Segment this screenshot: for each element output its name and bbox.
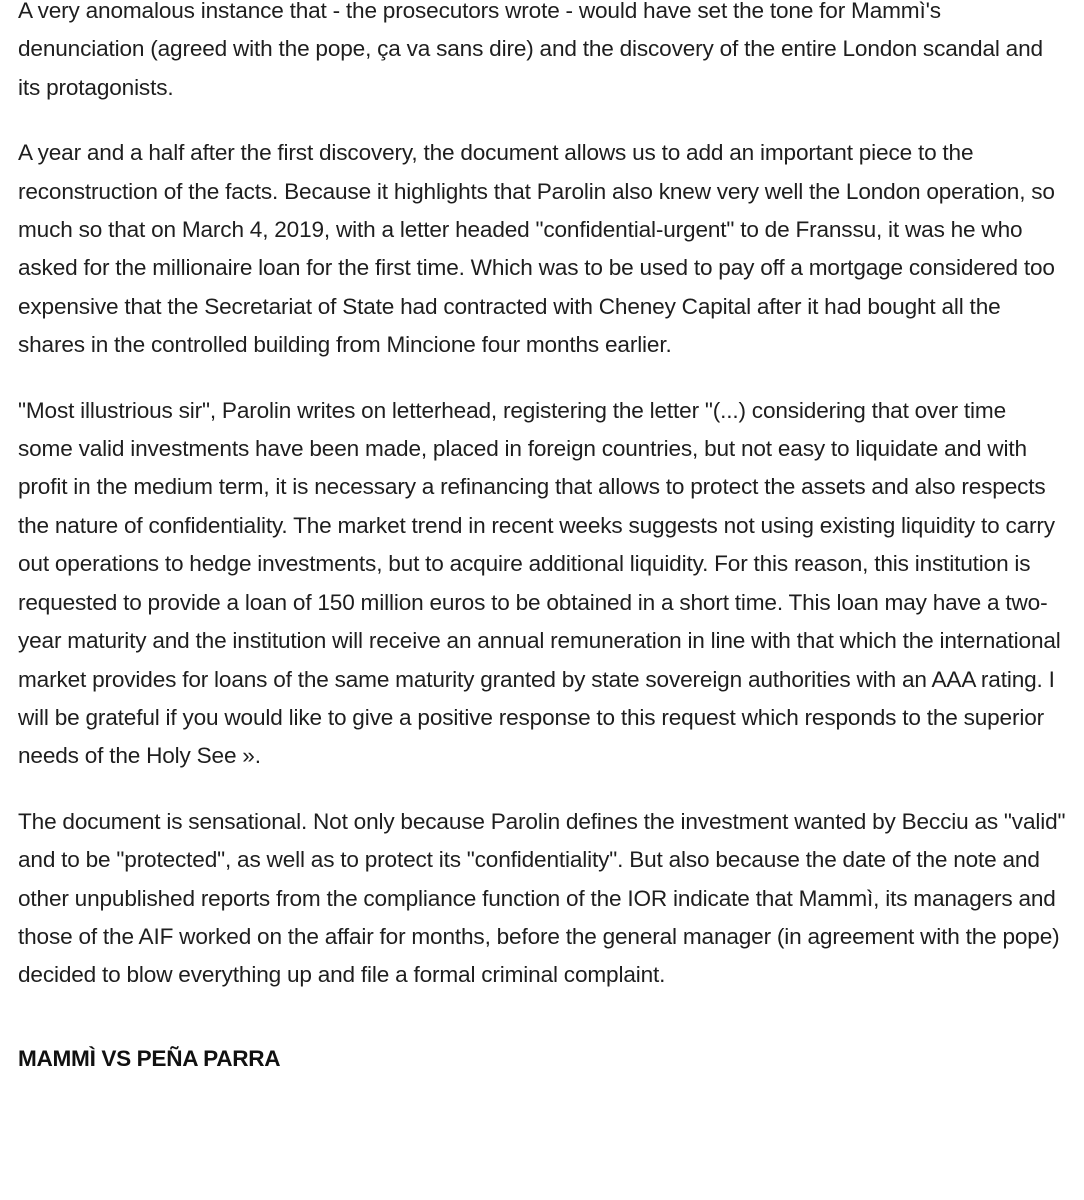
section-heading: MAMMÌ VS PEÑA PARRA <box>18 1045 281 1071</box>
paragraph-intro: A very anomalous instance that - the prosecutors wrote - would have set the tone for Mammì's denunciation (agreed with the pope, ça va sans dire) and the discovery of the entire London scandal and its protagonists. <box>18 0 1043 100</box>
paragraph-parolin-letter: "Most illustrious sir", Parolin writes on letterhead, registering the letter "(...) considering that over time some valid investments have been made, placed in foreign countries, but not easy to liquidate and with profit in the medium term, it is necessary a refinancing that allows to protect the assets and also respects the nature of confidentiality. The market trend in recent weeks suggests not using existing liquidity to carry out operations to hedge investments, but to acquire additional liquidity. For this reason, this institution is requested to provide a loan of 150 million euros to be obtained in a short time. This loan may have a two-year maturity and the institution will receive an annual remuneration in line with that which the international market provides for loans of the same maturity granted by state sovereign authorities with an AAA rating. I will be grateful if you would like to give a positive response to this request which responds to the superior needs of the Holy See ». <box>18 397 1061 769</box>
paragraph-sensational: The document is sensational. Not only because Parolin defines the investment wanted by Becciu as "valid" and to be "protected", as well as to protect its "confidentiality". But also because the date of the note and other unpublished reports from the compliance function of the IOR indicate that Mammì, its managers and those of the AIF worked on the affair for months, before the general manager (in agreement with the pope) decided to blow everything up and file a formal criminal complaint. <box>18 808 1066 988</box>
paragraph-discovery: A year and a half after the first discovery, the document allows us to add an important piece to the reconstruction of the facts. Because it highlights that Parolin also knew very well the London operation, so much so that on March 4, 2019, with a letter headed "confidential-urgent" to de Franssu, it was he who asked for the millionaire loan for the first time. Which was to be used to pay off a mortgage considered too expensive that the Secretariat of State had contracted with Cheney Capital after it had bought all the shares in the controlled building from Mincione four months earlier. <box>18 140 1055 358</box>
article-body <box>18 0 1066 1078</box>
